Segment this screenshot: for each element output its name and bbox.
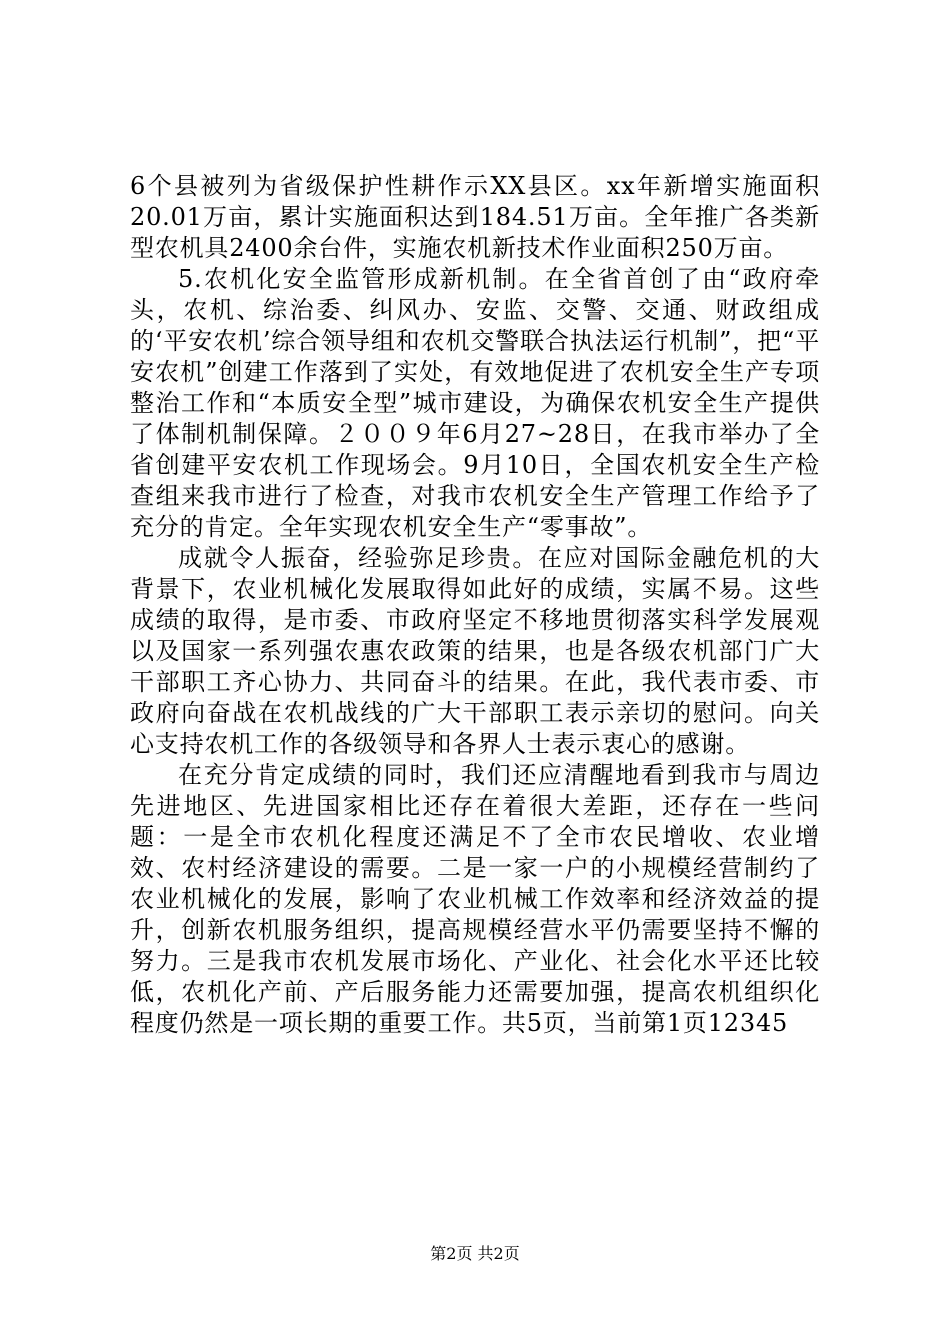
paragraph-1: 6个县被列为省级保护性耕作示XX县区。xx年新增实施面积20.01万亩，累计实施面积达到184.51万亩。全年推广各类新型农机具2400余台件，实施农机新技术作业面积250万亩。 [130, 172, 820, 262]
paragraph-4: 在充分肯定成绩的同时，我们还应清醒地看到我市与周边先进地区、先进国家相比还存在着很大差距，还存在一些问题：一是全市农机化程度还满足不了全市农民增收、农业增效、农村经济建设的需要。二是一家一户的小规模经营制约了农业机械化的发展，影响了农业机械工作效率和经济效益的提升，创新农机服务组织，提高规模经营水平仍需要坚持不懈的努力。三是我市农机发展市场化、产业化、社会化水平还比较低，农机化产前、产后服务能力还需要加强，提高农机组织化程度仍然是一项长期的重要工作。共5页，当前第1页12345 [130, 761, 820, 1037]
page-footer: 第2页 共2页 [430, 1244, 520, 1263]
paragraph-2: 5.农机化安全监管形成新机制。在全省首创了由“政府牵头，农机、综治委、纠风办、安监、交警、交通、财政组成的‘平安农机’综合领导组和农机交警联合执法运行机制”，把“平安农机”创建工作落到了实处，有效地促进了农机安全生产专项整治工作和“本质安全型”城市建设，为确保农机安全生产提供了体制机制保障。２００９年6月27~28日，在我市举办了全省创建平安农机工作现场会。9月10日，全国农机安全生产检查组来我市进行了检查，对我市农机安全生产管理工作给予了充分的肯定。全年实现农机安全生产“零事故”。 [130, 265, 820, 541]
document-body [130, 171, 820, 1039]
paragraph-3: 成就令人振奋，经验弥足珍贵。在应对国际金融危机的大背景下，农业机械化发展取得如此好的成绩，实属不易。这些成绩的取得，是市委、市政府坚定不移地贯彻落实科学发展观以及国家一系列强农惠农政策的结果，也是各级农机部门广大干部职工齐心协力、共同奋斗的结果。在此，我代表市委、市政府向奋战在农机战线的广大干部职工表示亲切的慰问。向关心支持农机工作的各级领导和各界人士表示衷心的感谢。 [130, 544, 820, 758]
